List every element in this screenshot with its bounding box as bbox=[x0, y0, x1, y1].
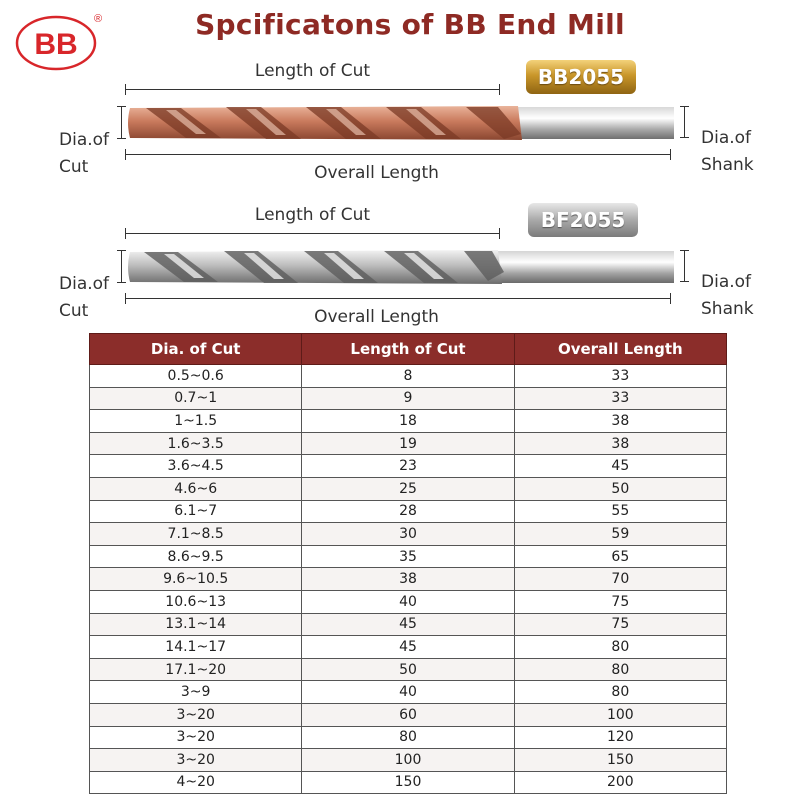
cell-length-of-cut: 150 bbox=[302, 771, 514, 794]
table-row bbox=[90, 590, 727, 613]
cell-length-of-cut: 100 bbox=[302, 749, 514, 772]
dia-of-cut-label-1: Dia.of Cut bbox=[59, 130, 110, 177]
cell-overall-length: 50 bbox=[514, 477, 726, 500]
cell-dia-of-cut: 3~20 bbox=[90, 726, 302, 749]
cell-dia-of-cut: 4.6~6 bbox=[90, 477, 302, 500]
cell-length-of-cut: 28 bbox=[302, 500, 514, 523]
table-row bbox=[90, 500, 727, 523]
cell-overall-length: 80 bbox=[514, 636, 726, 659]
overall-length-label-1: Overall Length bbox=[314, 163, 439, 183]
table-row bbox=[90, 432, 727, 455]
cell-dia-of-cut: 8.6~9.5 bbox=[90, 545, 302, 568]
overall-length-line-2 bbox=[125, 298, 671, 299]
cell-dia-of-cut: 4~20 bbox=[90, 771, 302, 794]
table-row bbox=[90, 771, 727, 794]
table-row bbox=[90, 613, 727, 636]
table-header-row bbox=[90, 334, 727, 365]
cell-overall-length: 38 bbox=[514, 432, 726, 455]
table-row bbox=[90, 726, 727, 749]
table-row bbox=[90, 681, 727, 704]
cell-dia-of-cut: 1.6~3.5 bbox=[90, 432, 302, 455]
brand-logo bbox=[14, 10, 102, 72]
dia-of-shank-label-1: Dia.of Shank bbox=[701, 128, 754, 175]
table-row bbox=[90, 658, 727, 681]
cell-overall-length: 38 bbox=[514, 410, 726, 433]
cell-dia-of-cut: 14.1~17 bbox=[90, 636, 302, 659]
cell-dia-of-cut: 7.1~8.5 bbox=[90, 523, 302, 546]
model-badge-bb2055: BB2055 bbox=[526, 60, 636, 94]
cell-dia-of-cut: 3~9 bbox=[90, 681, 302, 704]
table-row bbox=[90, 636, 727, 659]
logo-text: BB bbox=[34, 28, 78, 61]
page-title: Spcificatons of BB End Mill bbox=[195, 8, 625, 41]
model-badge-bf2055: BF2055 bbox=[528, 203, 638, 237]
dia-of-shank-label-2: Dia.of Shank bbox=[701, 272, 754, 319]
cell-length-of-cut: 40 bbox=[302, 590, 514, 613]
table-row bbox=[90, 523, 727, 546]
length-of-cut-label-2: Length of Cut bbox=[254, 205, 371, 225]
dia-of-cut-label-2: Dia.of Cut bbox=[59, 274, 110, 321]
cell-dia-of-cut: 0.7~1 bbox=[90, 387, 302, 410]
table-row bbox=[90, 410, 727, 433]
overall-length-label-2: Overall Length bbox=[314, 307, 439, 327]
cell-overall-length: 65 bbox=[514, 545, 726, 568]
cell-overall-length: 45 bbox=[514, 455, 726, 478]
table-row bbox=[90, 749, 727, 772]
table-row bbox=[90, 477, 727, 500]
cell-length-of-cut: 8 bbox=[302, 365, 514, 388]
table-row bbox=[90, 545, 727, 568]
cell-overall-length: 120 bbox=[514, 726, 726, 749]
cell-dia-of-cut: 17.1~20 bbox=[90, 658, 302, 681]
end-mill-image-bf2055 bbox=[126, 248, 676, 290]
cell-overall-length: 75 bbox=[514, 590, 726, 613]
cell-length-of-cut: 23 bbox=[302, 455, 514, 478]
dia-shank-line-1 bbox=[684, 106, 685, 138]
cell-overall-length: 59 bbox=[514, 523, 726, 546]
length-of-cut-line-1 bbox=[125, 89, 500, 90]
cell-overall-length: 75 bbox=[514, 613, 726, 636]
cell-dia-of-cut: 10.6~13 bbox=[90, 590, 302, 613]
cell-dia-of-cut: 6.1~7 bbox=[90, 500, 302, 523]
cell-overall-length: 80 bbox=[514, 681, 726, 704]
cell-dia-of-cut: 3.6~4.5 bbox=[90, 455, 302, 478]
cell-length-of-cut: 80 bbox=[302, 726, 514, 749]
cell-length-of-cut: 9 bbox=[302, 387, 514, 410]
table-row bbox=[90, 568, 727, 591]
cell-overall-length: 200 bbox=[514, 771, 726, 794]
specification-table bbox=[89, 333, 727, 794]
cell-dia-of-cut: 0.5~0.6 bbox=[90, 365, 302, 388]
cell-dia-of-cut: 1~1.5 bbox=[90, 410, 302, 433]
table-row bbox=[90, 387, 727, 410]
cell-length-of-cut: 30 bbox=[302, 523, 514, 546]
length-of-cut-label-1: Length of Cut bbox=[254, 61, 371, 81]
cell-dia-of-cut: 9.6~10.5 bbox=[90, 568, 302, 591]
cell-length-of-cut: 45 bbox=[302, 613, 514, 636]
cell-dia-of-cut: 3~20 bbox=[90, 749, 302, 772]
cell-dia-of-cut: 3~20 bbox=[90, 703, 302, 726]
cell-length-of-cut: 18 bbox=[302, 410, 514, 433]
dia-shank-line-2 bbox=[684, 250, 685, 282]
cell-length-of-cut: 45 bbox=[302, 636, 514, 659]
cell-length-of-cut: 38 bbox=[302, 568, 514, 591]
overall-length-line-1 bbox=[125, 154, 671, 155]
cell-overall-length: 100 bbox=[514, 703, 726, 726]
cell-length-of-cut: 25 bbox=[302, 477, 514, 500]
dia-cut-line-2 bbox=[121, 250, 122, 283]
cell-overall-length: 55 bbox=[514, 500, 726, 523]
cell-overall-length: 150 bbox=[514, 749, 726, 772]
length-of-cut-line-2 bbox=[125, 233, 500, 234]
cell-length-of-cut: 60 bbox=[302, 703, 514, 726]
dia-cut-line-1 bbox=[121, 106, 122, 139]
cell-overall-length: 70 bbox=[514, 568, 726, 591]
cell-overall-length: 33 bbox=[514, 365, 726, 388]
cell-dia-of-cut: 13.1~14 bbox=[90, 613, 302, 636]
cell-length-of-cut: 50 bbox=[302, 658, 514, 681]
table-row bbox=[90, 365, 727, 388]
cell-length-of-cut: 19 bbox=[302, 432, 514, 455]
header-overall-length: Overall Length bbox=[514, 334, 726, 365]
header-length-of-cut: Length of Cut bbox=[302, 334, 514, 365]
cell-overall-length: 33 bbox=[514, 387, 726, 410]
end-mill-image-bb2055 bbox=[126, 104, 676, 146]
cell-overall-length: 80 bbox=[514, 658, 726, 681]
registered-mark: ® bbox=[93, 13, 102, 25]
header-dia-of-cut: Dia. of Cut bbox=[90, 334, 302, 365]
table-row bbox=[90, 455, 727, 478]
cell-length-of-cut: 35 bbox=[302, 545, 514, 568]
table-row bbox=[90, 703, 727, 726]
cell-length-of-cut: 40 bbox=[302, 681, 514, 704]
